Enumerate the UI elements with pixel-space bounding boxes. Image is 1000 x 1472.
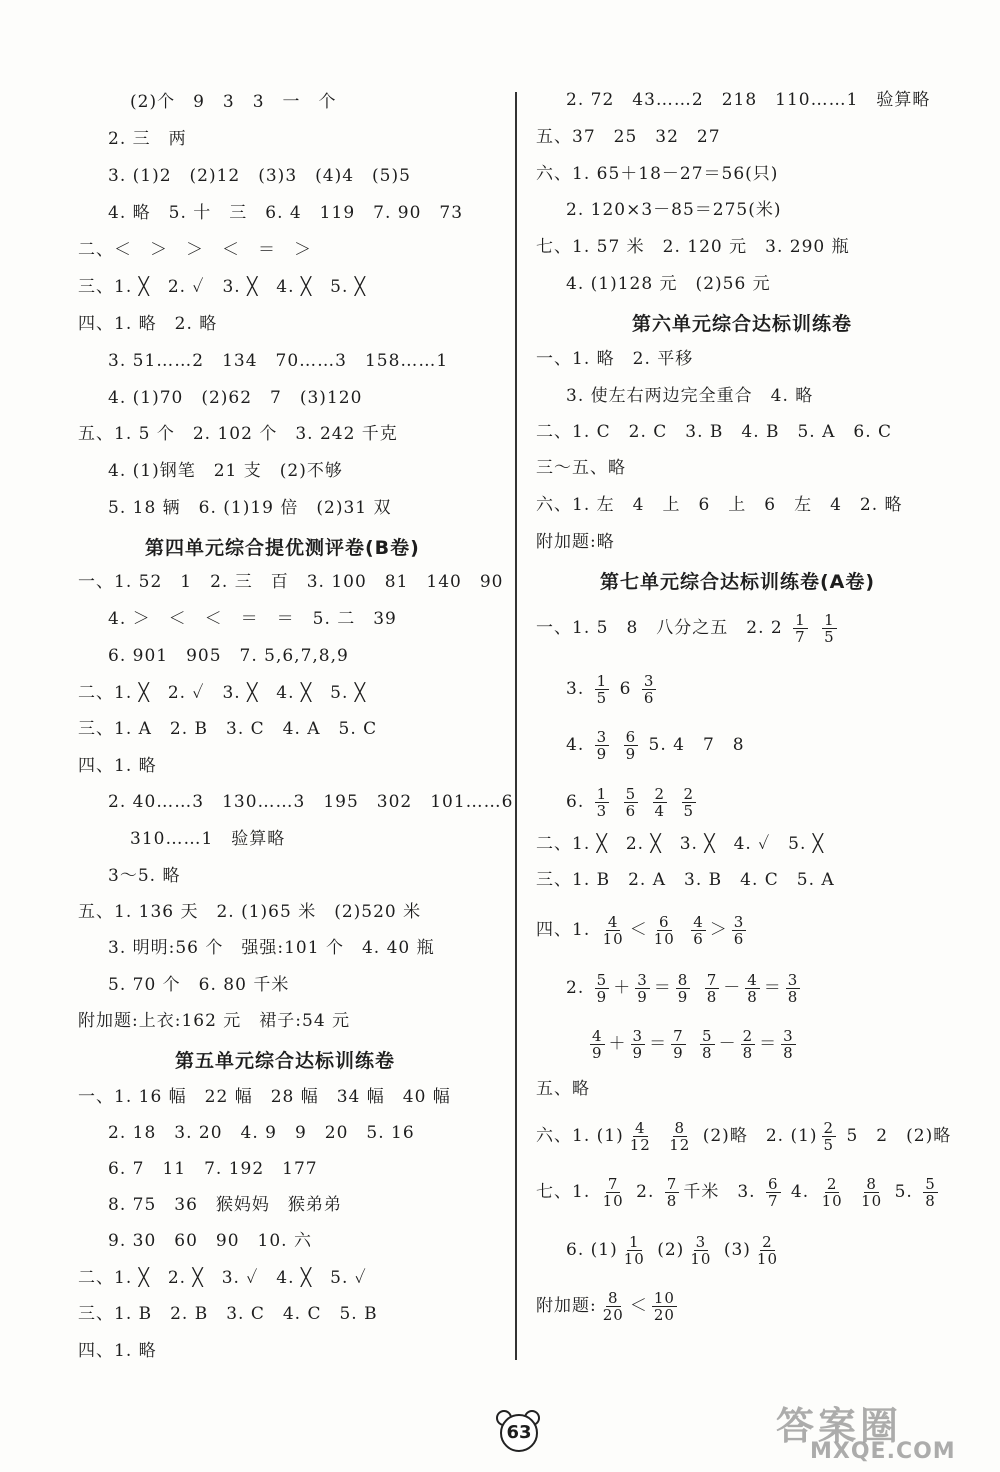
answer-line: 3. 明明:56 个 强强:101 个 4. 40 瓶: [108, 938, 435, 958]
answer-line: 4. (1)70 (2)62 7 (3)120: [108, 388, 363, 408]
fraction: $\frac{1}{5}$: [596, 672, 608, 707]
answer-line: 3. 使左右两边完全重合 4. 略: [566, 386, 814, 406]
answer-line: 六、1. (1) $\frac{4}{12}$ $\frac{8}{12}$ (2)略 2. (1) $\frac{2}{5}$ 5 2 (2)略: [536, 1119, 952, 1154]
fraction: $\frac{6}{10}$: [653, 913, 675, 948]
fraction: $\frac{4}{9}$: [592, 1027, 603, 1062]
answer-line: 四、1. $\frac{4}{10}$ ＜ $\frac{6}{10}$ $\frac{4}{6}$ ＞ $\frac{3}{6}$: [536, 913, 745, 948]
answer-line: 4. (1)钢笔 21 支 (2)不够: [108, 461, 343, 481]
fraction: $\frac{8}{10}$: [861, 1175, 883, 1210]
answer-line: 一、1. 52 1 2. 三 百 3. 100 81 140 90: [78, 572, 504, 592]
page-number-badge: [484, 1410, 548, 1450]
answer-line: 二、＜ ＞ ＞ ＜ ＝ ＞: [78, 240, 312, 260]
answer-line: 二、1. ╳ 2. ╳ 3. ╳ 4. ✓ 5. ╳: [536, 834, 825, 854]
answer-line: 二、1. ╳ 2. ╳ 3. ✓ 4. ╳ 5. ✓: [78, 1268, 367, 1288]
fraction: $\frac{7}{8}$: [666, 1175, 678, 1210]
answer-line: 6. 7 11 7. 192 177: [108, 1159, 318, 1179]
answer-line: 六、1. 65＋18－27＝56(只): [536, 164, 779, 184]
fraction: $\frac{3}{6}$: [733, 913, 745, 948]
fraction: $\frac{4}{8}$: [747, 971, 758, 1006]
fraction: $\frac{3}{9}$: [596, 728, 608, 763]
column-divider: [515, 92, 517, 1360]
answer-line: 四、1. 略 2. 略: [78, 314, 218, 334]
answer-line: 七、1. $\frac{7}{10}$ 2. $\frac{7}{8}$ 千米 3. $\frac{6}{7}$ 4. $\frac{2}{10}$ $\frac{8}{10}$ 5. $\frac{5}{8}$: [536, 1175, 936, 1210]
answer-line: 六、1. 左 4 上 6 上 6 左 4 2. 略: [536, 495, 903, 515]
fraction: $\frac{7}{9}$: [673, 1027, 684, 1062]
answer-line: 310……1 验算略: [130, 829, 286, 849]
watermark: [772, 1395, 996, 1467]
answer-line: 四、1. 略: [78, 756, 157, 776]
fraction: $\frac{7}{8}$: [706, 971, 718, 1006]
fraction: $\frac{6}{7}$: [767, 1175, 779, 1210]
answer-line: 2. 三 两: [108, 129, 187, 149]
fraction: $\frac{2}{5}$: [683, 785, 695, 820]
fraction: $\frac{4}{10}$: [602, 913, 624, 948]
answer-line: 一、1. 16 幅 22 幅 28 幅 34 幅 40 幅: [78, 1087, 451, 1107]
section-heading-unit4b: 第四单元综合提优测评卷(B卷): [145, 537, 420, 559]
answer-line: 附加题:略: [536, 532, 615, 552]
fraction: $\frac{2}{4}$: [654, 785, 666, 820]
answer-line: 4. (1)128 元 (2)56 元: [566, 274, 771, 294]
fraction: $\frac{7}{10}$: [602, 1175, 624, 1210]
answer-line: 4. 略 5. 十 三 6. 4 119 7. 90 73: [108, 203, 464, 223]
answer-line: 3. $\frac{1}{5}$ 6 $\frac{3}{6}$: [566, 672, 655, 707]
answer-line: 8. 75 36 猴妈妈 猴弟弟: [108, 1195, 342, 1215]
section-heading-unit6: 第六单元综合达标训练卷: [632, 313, 853, 335]
fraction: $\frac{10}{20}$: [653, 1289, 675, 1324]
fraction: $\frac{8}{20}$: [602, 1289, 624, 1324]
fraction: $\frac{5}{8}$: [925, 1175, 936, 1210]
answer-line: 五、略: [536, 1079, 590, 1099]
answer-line: 6. $\frac{1}{3}$ $\frac{5}{6}$ $\frac{2}{4}$ $\frac{2}{5}$: [566, 785, 695, 820]
section-heading-unit7a: 第七单元综合达标训练卷(A卷): [600, 571, 876, 593]
answer-line: 3. 51……2 134 70……3 158……1: [108, 351, 449, 371]
fraction: $\frac{1}{7}$: [795, 611, 806, 646]
answer-line: 五、37 25 32 27: [536, 127, 721, 147]
answer-line: 七、1. 57 米 2. 120 元 3. 290 瓶: [536, 237, 850, 257]
fraction: $\frac{3}{10}$: [690, 1233, 712, 1268]
answer-line: 4. $\frac{3}{9}$ $\frac{6}{9}$ 5. 4 7 8: [566, 728, 745, 763]
fraction: $\frac{1}{10}$: [623, 1233, 645, 1268]
answer-line: 9. 30 60 90 10. 六: [108, 1231, 312, 1251]
answer-line: 三～五、略: [536, 458, 626, 478]
fraction: $\frac{3}{9}$: [637, 971, 648, 1006]
fraction: $\frac{8}{12}$: [669, 1119, 691, 1154]
answer-line: 3. (1)2 (2)12 (3)3 (4)4 (5)5: [108, 166, 411, 186]
answer-line: 2. 72 43……2 218 110……1 验算略: [566, 90, 931, 110]
answer-line: 附加题:上衣:162 元 裙子:54 元: [78, 1011, 351, 1031]
answer-line: 6. (1) $\frac{1}{10}$ (2) $\frac{3}{10}$ (3) $\frac{2}{10}$: [566, 1233, 778, 1268]
answer-line: $\frac{4}{9}$ ＋ $\frac{3}{9}$ ＝ $\frac{7}{9}$ $\frac{5}{8}$ － $\frac{2}{8}$ ＝ $\frac{3}{8}$: [592, 1027, 794, 1062]
answer-line: 五、1. 5 个 2. 102 个 3. 242 千克: [78, 424, 398, 444]
fraction: $\frac{3}{8}$: [783, 1027, 794, 1062]
answer-line: 2. 18 3. 20 4. 9 9 20 5. 16: [108, 1123, 415, 1143]
fraction: $\frac{3}{8}$: [787, 971, 799, 1006]
answer-line: 2. 120×3－85＝275(米): [566, 200, 782, 220]
answer-line: 一、1. 略 2. 平移: [536, 349, 694, 369]
fraction: $\frac{5}{6}$: [625, 785, 637, 820]
answer-line: 附加题: $\frac{8}{20}$ ＜ $\frac{10}{20}$: [536, 1289, 675, 1324]
fraction: $\frac{4}{6}$: [693, 913, 704, 948]
answer-line: 三、1. A 2. B 3. C 4. A 5. C: [78, 719, 378, 739]
watermark-domain: MXQE.COM: [810, 1439, 956, 1464]
fraction: $\frac{4}{12}$: [629, 1119, 651, 1154]
fraction: $\frac{6}{9}$: [625, 728, 637, 763]
answer-line: 5. 70 个 6. 80 千米: [108, 975, 290, 995]
fraction: $\frac{1}{3}$: [596, 785, 608, 820]
fraction: $\frac{2}{10}$: [821, 1175, 843, 1210]
answer-line: 2. $\frac{5}{9}$ ＋ $\frac{3}{9}$ ＝ $\frac{8}{9}$ $\frac{7}{8}$ － $\frac{4}{8}$ ＝ $\frac{3}{8}$: [566, 971, 799, 1006]
fraction: $\frac{5}{9}$: [596, 971, 608, 1006]
fraction: $\frac{2}{5}$: [823, 1119, 835, 1154]
fraction: $\frac{3}{6}$: [643, 672, 655, 707]
answer-line: 一、1. 5 8 八分之五 2. 2 $\frac{1}{7}$ $\frac{1}{5}$: [536, 611, 835, 646]
page-number: 63: [500, 1414, 538, 1452]
fraction: $\frac{5}{8}$: [702, 1027, 713, 1062]
watermark-logo-text: 答案圈: [776, 1404, 903, 1448]
answer-line: (2)个 9 3 3 一 个: [130, 92, 337, 112]
section-heading-unit5: 第五单元综合达标训练卷: [175, 1050, 396, 1072]
answer-line: 2. 40……3 130……3 195 302 101……6: [108, 792, 514, 812]
answer-line: 三、1. B 2. B 3. C 4. C 5. B: [78, 1304, 378, 1324]
answer-line: 4. ＞ ＜ ＜ ＝ ＝ 5. 二 39: [108, 609, 397, 629]
fraction: $\frac{2}{8}$: [742, 1027, 754, 1062]
fraction: $\frac{3}{9}$: [632, 1027, 644, 1062]
answer-line: 6. 901 905 7. 5,6,7,8,9: [108, 646, 349, 666]
answer-line: 三、1. B 2. A 3. B 4. C 5. A: [536, 870, 835, 890]
answer-line: 四、1. 略: [78, 1341, 157, 1361]
answer-line: 二、1. C 2. C 3. B 4. B 5. A 6. C: [536, 422, 893, 442]
answer-line: 3～5. 略: [108, 866, 181, 886]
fraction: $\frac{2}{10}$: [756, 1233, 778, 1268]
answer-line: 5. 18 辆 6. (1)19 倍 (2)31 双: [108, 498, 392, 518]
answer-line: 五、1. 136 天 2. (1)65 米 (2)520 米: [78, 902, 422, 922]
fraction: $\frac{1}{5}$: [824, 611, 835, 646]
answer-line: 二、1. ╳ 2. ✓ 3. ╳ 4. ╳ 5. ╳: [78, 683, 367, 703]
answer-line: 三、1. ╳ 2. ✓ 3. ╳ 4. ╳ 5. ╳: [78, 277, 367, 297]
fraction: $\frac{8}{9}$: [677, 971, 689, 1006]
